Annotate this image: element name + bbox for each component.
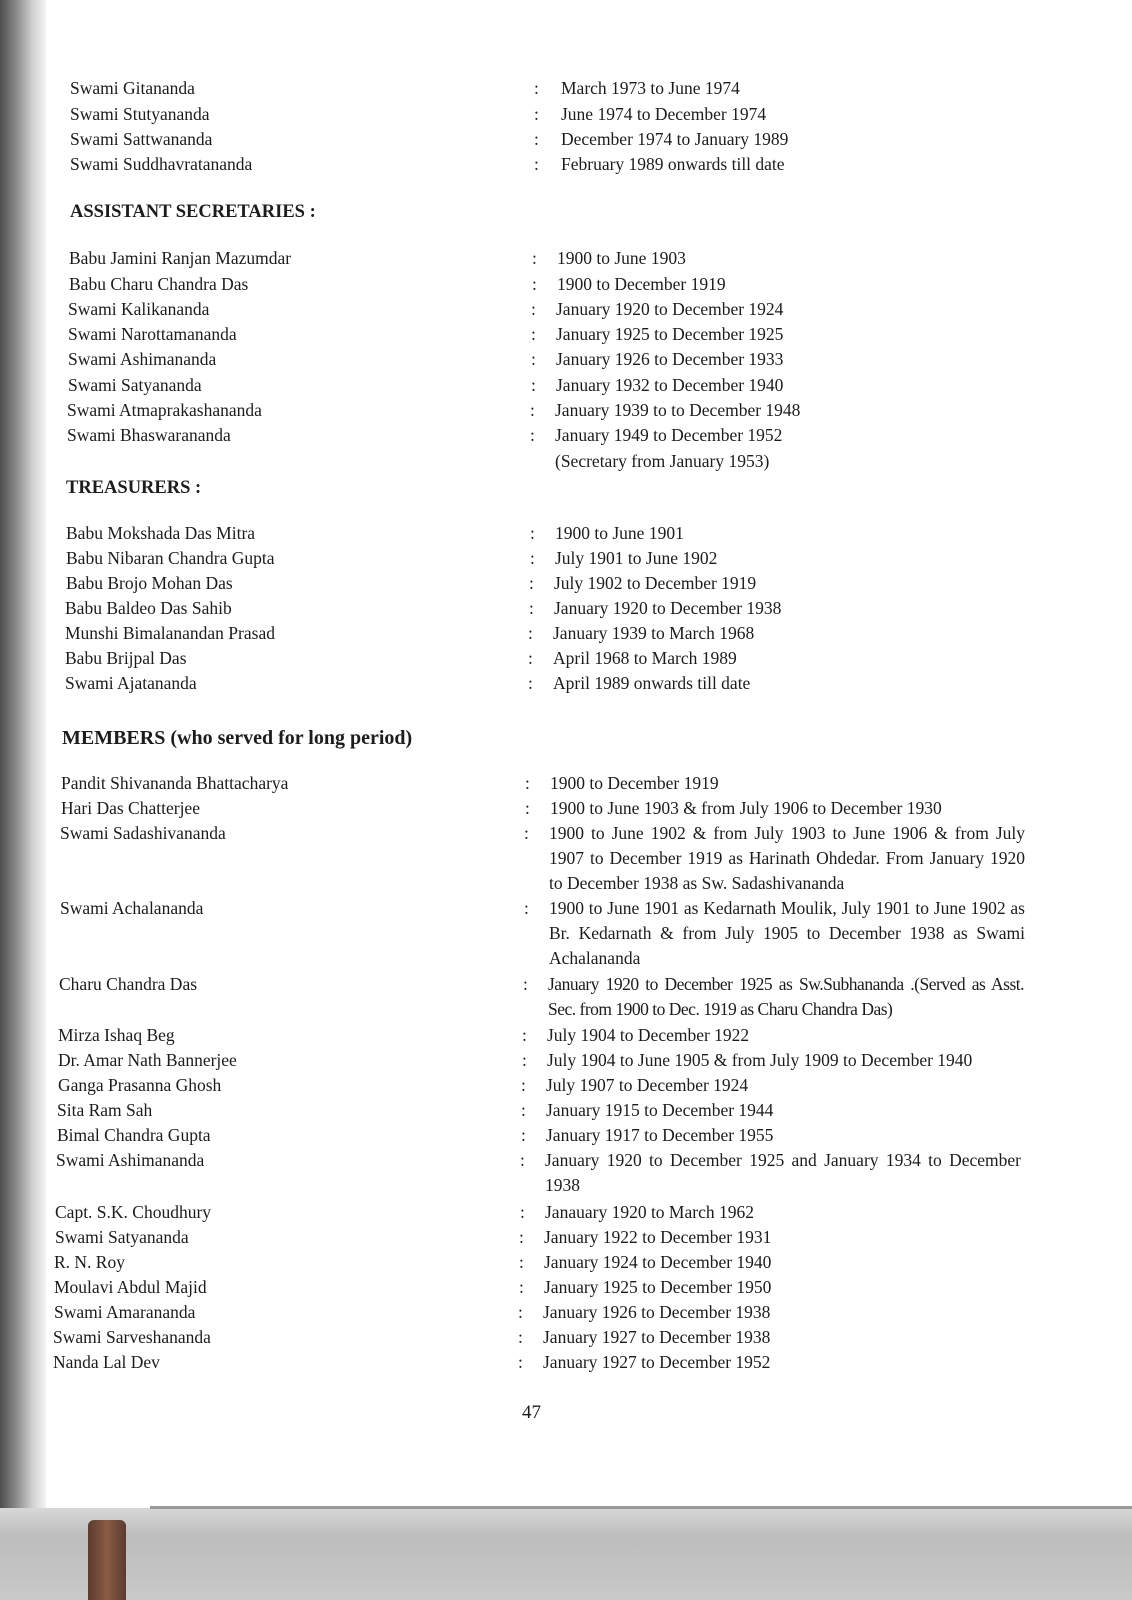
assistant-secretaries-heading: ASSISTANT SECRETARIES : xyxy=(70,202,316,222)
service-period: July 1904 to June 1905 & from July 1909 to December 1940 xyxy=(547,1050,973,1070)
member-name: Bimal Chandra Gupta xyxy=(57,1125,211,1145)
member-name: Sita Ram Sah xyxy=(57,1100,153,1120)
service-period: January 1927 to December 1938 xyxy=(543,1327,771,1347)
separator-colon: : xyxy=(528,673,533,693)
separator-colon: : xyxy=(521,1100,526,1120)
member-name: Swami Satyananda xyxy=(55,1227,189,1247)
member-name: Babu Charu Chandra Das xyxy=(69,274,249,294)
member-name: Swami Atmaprakashananda xyxy=(67,400,262,420)
separator-colon: : xyxy=(530,548,535,568)
separator-colon: : xyxy=(529,573,534,593)
separator-colon: : xyxy=(531,324,536,344)
member-name: Babu Nibaran Chandra Gupta xyxy=(66,548,275,568)
separator-colon: : xyxy=(531,375,536,395)
service-period: January 1949 to December 1952 xyxy=(555,425,783,445)
member-name: Babu Mokshada Das Mitra xyxy=(66,523,256,543)
service-period: January 1920 to December 1938 xyxy=(554,598,782,618)
separator-colon: : xyxy=(520,1202,525,1222)
separator-colon: : xyxy=(531,349,536,369)
separator-colon: : xyxy=(522,1050,527,1070)
service-period: 1900 to December 1919 xyxy=(557,274,726,294)
member-name: Moulavi Abdul Majid xyxy=(54,1277,207,1297)
separator-colon: : xyxy=(534,104,539,124)
page-number: 47 xyxy=(522,1402,541,1423)
member-name: Babu Jamini Ranjan Mazumdar xyxy=(69,248,292,268)
member-name: Dr. Amar Nath Bannerjee xyxy=(58,1050,237,1070)
service-period: Janauary 1920 to March 1962 xyxy=(545,1202,754,1222)
member-name: Swami Bhaswarananda xyxy=(67,425,231,445)
member-name: Swami Ashimananda xyxy=(56,1150,205,1170)
service-period: January 1920 to December 1925 and January 1934 to December 1938 xyxy=(545,1150,1021,1195)
separator-colon: : xyxy=(521,1125,526,1145)
service-period: February 1989 onwards till date xyxy=(561,154,785,174)
service-period: 1900 to June 1903 xyxy=(557,248,686,268)
member-name: Charu Chandra Das xyxy=(59,974,198,994)
service-period: January 1926 to December 1938 xyxy=(543,1302,771,1322)
member-name: Capt. S.K. Choudhury xyxy=(55,1202,212,1222)
service-period: July 1901 to June 1902 xyxy=(555,548,718,568)
separator-colon: : xyxy=(531,299,536,319)
member-name: Swami Amarananda xyxy=(54,1302,196,1322)
member-name: Swami Ajatananda xyxy=(65,673,197,693)
member-name: Mirza Ishaq Beg xyxy=(58,1025,175,1045)
member-name: Pandit Shivananda Bhattacharya xyxy=(61,773,289,793)
service-period: January 1925 to December 1925 xyxy=(556,324,784,344)
member-name: Swami Gitananda xyxy=(70,78,195,98)
separator-colon: : xyxy=(525,798,530,818)
service-period: July 1904 to December 1922 xyxy=(547,1025,750,1045)
separator-colon: : xyxy=(522,1025,527,1045)
separator-colon: : xyxy=(519,1227,524,1247)
separator-colon: : xyxy=(532,274,537,294)
separator-colon: : xyxy=(529,598,534,618)
member-name: Babu Brojo Mohan Das xyxy=(66,573,233,593)
service-period: December 1974 to January 1989 xyxy=(561,129,789,149)
service-period: January 1922 to December 1931 xyxy=(544,1227,772,1247)
scan-shadow-bottom xyxy=(0,1508,1132,1600)
service-period: January 1939 to March 1968 xyxy=(553,623,755,643)
scan-shadow-left xyxy=(0,0,46,1600)
separator-colon: : xyxy=(528,623,533,643)
separator-colon: : xyxy=(524,898,529,918)
separator-colon: : xyxy=(521,1075,526,1095)
service-period: April 1989 onwards till date xyxy=(553,673,751,693)
service-period: July 1902 to December 1919 xyxy=(554,573,757,593)
service-note: (Secretary from January 1953) xyxy=(555,451,770,471)
service-period: January 1917 to December 1955 xyxy=(546,1125,774,1145)
separator-colon: : xyxy=(518,1352,523,1372)
service-period: January 1932 to December 1940 xyxy=(556,375,784,395)
separator-colon: : xyxy=(520,1150,525,1170)
service-period: March 1973 to June 1974 xyxy=(561,78,740,98)
separator-colon: : xyxy=(528,648,533,668)
service-period: July 1907 to December 1924 xyxy=(546,1075,749,1095)
member-name: Swami Sarveshananda xyxy=(53,1327,211,1347)
member-name: Swami Suddhavratananda xyxy=(70,154,253,174)
separator-colon: : xyxy=(534,154,539,174)
service-period: January 1924 to December 1940 xyxy=(544,1252,772,1272)
member-name: Swami Ashimananda xyxy=(68,349,217,369)
service-period: January 1927 to December 1952 xyxy=(543,1352,771,1372)
member-name: Ganga Prasanna Ghosh xyxy=(58,1075,222,1095)
member-name: Hari Das Chatterjee xyxy=(61,798,200,818)
member-name: Swami Satyananda xyxy=(68,375,202,395)
service-period: 1900 to June 1901 xyxy=(555,523,684,543)
member-name: Munshi Bimalanandan Prasad xyxy=(65,623,275,643)
separator-colon: : xyxy=(519,1277,524,1297)
service-period: 1900 to June 1901 as Kedarnath Moulik, July 1901 to June 1902 as Br. Kedarnath & from July 1905 to December 1938 as Swami Achalananda xyxy=(549,898,1025,968)
member-name: Swami Kalikananda xyxy=(68,299,210,319)
separator-colon: : xyxy=(523,974,528,994)
separator-colon: : xyxy=(534,78,539,98)
separator-colon: : xyxy=(519,1252,524,1272)
member-name: Babu Brijpal Das xyxy=(65,648,187,668)
member-name: Babu Baldeo Das Sahib xyxy=(65,598,232,618)
member-name: Swami Sattwananda xyxy=(70,129,213,149)
separator-colon: : xyxy=(532,248,537,268)
service-period: January 1920 to December 1924 xyxy=(556,299,784,319)
page-bottom-edge xyxy=(150,1506,1132,1509)
service-period: 1900 to December 1919 xyxy=(550,773,719,793)
service-period: 1900 to June 1902 & from July 1903 to June 1906 & from July 1907 to December 1919 as Harinath Ohdedar. From January 1920 to December 1938 as Sw. Sadashivananda xyxy=(549,823,1025,893)
service-period: April 1968 to March 1989 xyxy=(553,648,737,668)
separator-colon: : xyxy=(530,425,535,445)
separator-colon: : xyxy=(525,773,530,793)
service-period: January 1925 to December 1950 xyxy=(544,1277,772,1297)
service-period: January 1915 to December 1944 xyxy=(546,1100,774,1120)
member-name: Swami Narottamananda xyxy=(68,324,237,344)
treasurers-heading: TREASURERS : xyxy=(66,478,202,498)
service-period: June 1974 to December 1974 xyxy=(561,104,767,124)
member-name: R. N. Roy xyxy=(54,1252,125,1272)
separator-colon: : xyxy=(518,1302,523,1322)
members-heading: MEMBERS (who served for long period) xyxy=(62,727,413,749)
service-period: 1900 to June 1903 & from July 1906 to December 1930 xyxy=(550,798,942,818)
separator-colon: : xyxy=(518,1327,523,1347)
member-name: Swami Achalananda xyxy=(60,898,204,918)
thumb-edge xyxy=(88,1520,126,1600)
member-name: Nanda Lal Dev xyxy=(53,1352,160,1372)
separator-colon: : xyxy=(524,823,529,843)
service-period: January 1920 to December 1925 as Sw.Subhananda .(Served as Asst. Sec. from 1900 to Dec. 1919 as Charu Chandra Das) xyxy=(548,974,1024,1019)
separator-colon: : xyxy=(530,400,535,420)
member-name: Swami Stutyananda xyxy=(70,104,210,124)
separator-colon: : xyxy=(534,129,539,149)
service-period: January 1926 to December 1933 xyxy=(556,349,784,369)
member-name: Swami Sadashivananda xyxy=(60,823,226,843)
separator-colon: : xyxy=(530,523,535,543)
service-period: January 1939 to to December 1948 xyxy=(555,400,801,420)
